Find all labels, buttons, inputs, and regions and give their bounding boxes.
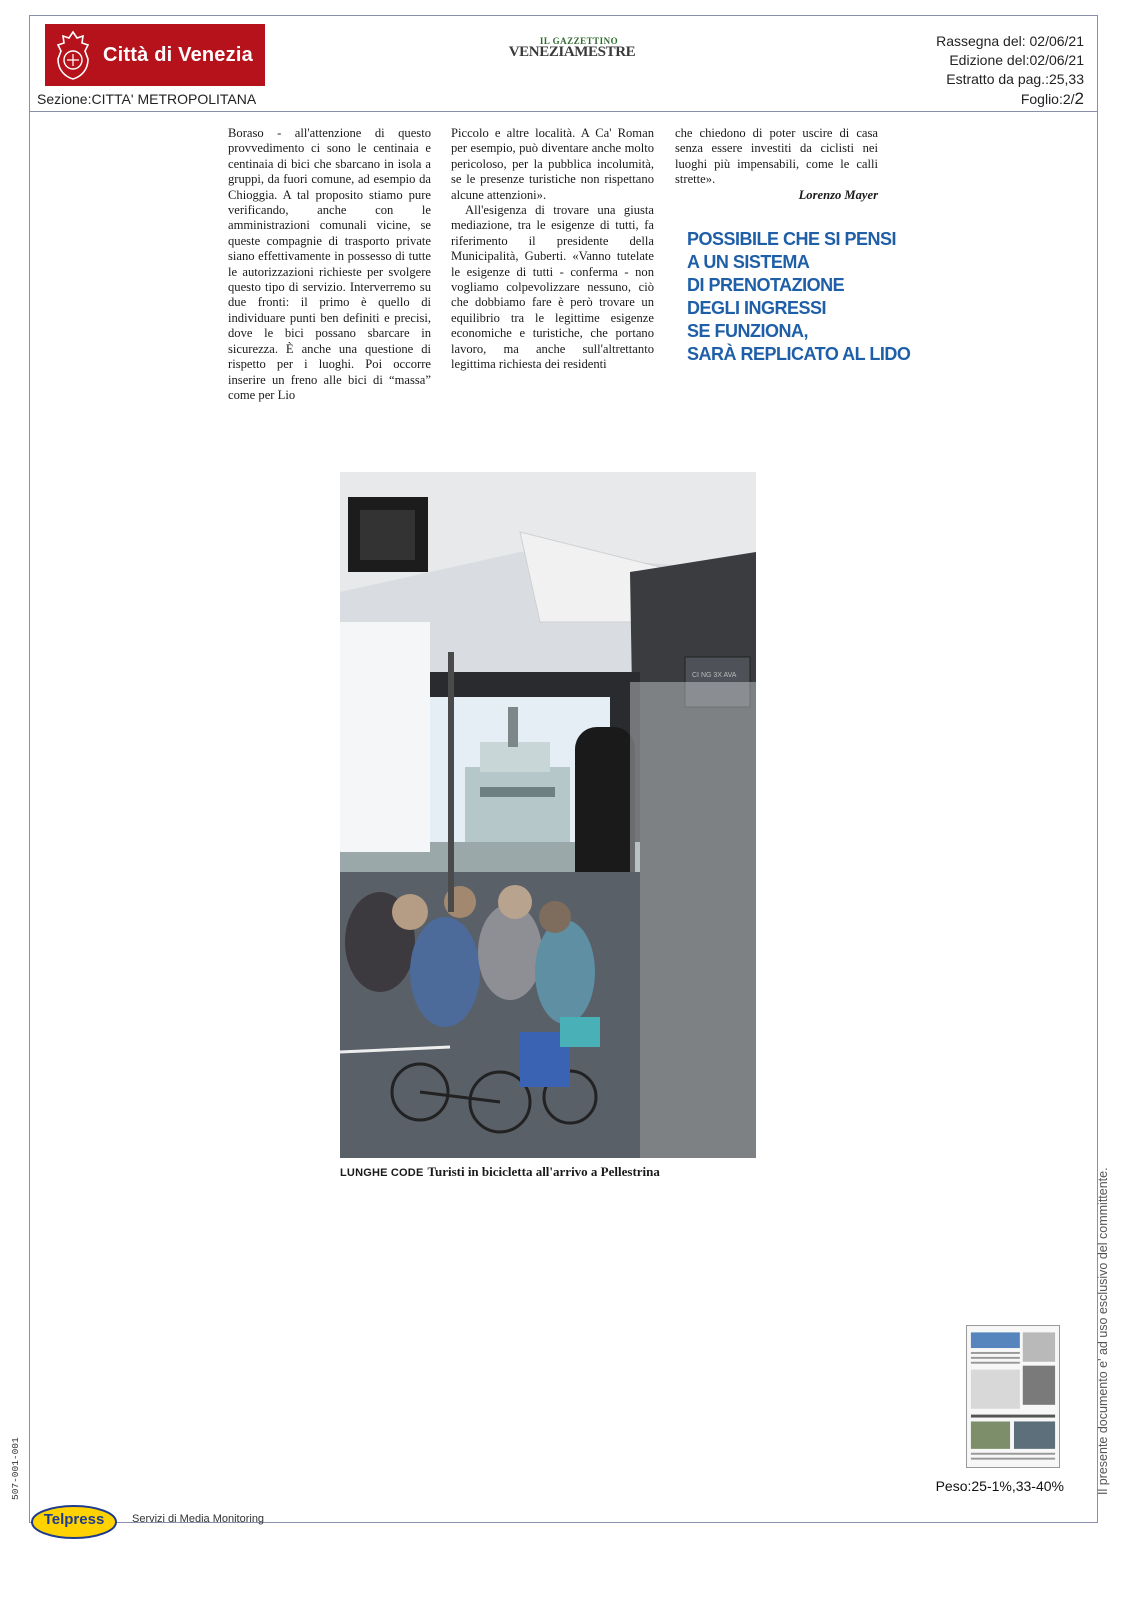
clipping-meta <box>936 32 1084 109</box>
logo-text: Città di Venezia <box>103 43 253 66</box>
col1-paragraph-1: Boraso - all'attenzione di questo provvedimento ci sono le centinaia e centinaia di bici che sbarcano in isola a gruppi, da fuori comune, ad esempio da Chioggia. A tal proposito stiamo pure verificando, anche con le amministrazioni comunali vicine, se queste compagnie di trasporto private siano effettivamente in possesso di tutte le autorizzazioni richieste per svolgere questo tipo di servizio. Interverremo su due fronti: il primo è quello di individuare punti ben definiti e precisi, dove le bici possano sbarcare in sicurezza. È anche una questione di rispetto per i luoghi. Poi occorre inserire un freno alle bici di “massa” come per Lio <box>228 126 431 402</box>
citta-di-venezia-logo <box>45 24 265 86</box>
disclaimer-text: Il presente documento e' ad uso esclusivo del committente. <box>1096 1167 1110 1495</box>
document-code <box>10 1420 24 1500</box>
article-column-1 <box>228 126 431 403</box>
masthead-top: IL GAZZETTINO <box>539 36 619 46</box>
col2-paragraph-2: All'esigenza di trovare una giusta mediazione, tra le esigenze di tutti, fa riferimento il presidente della Municipalità, Guberti. «Vanno tutelate le esigenze di tutti - conferma - non vogliamo colpevolizzare nessuno, ciò che dobbiamo fare è però trovare un equilibrio tra le legittime esigenze economiche e turistiche, che portano lavoro, ma anche sull'altrettanto legittima richiesta dei residenti <box>451 203 654 372</box>
pullquote-line: POSSIBILE CHE SI PENSI <box>687 229 897 249</box>
footer-services: Servizi di Media Monitoring <box>132 1513 265 1525</box>
panel-label: CI NG 3X AVA <box>692 672 737 679</box>
edizione-date: Edizione del:02/06/21 <box>949 52 1084 68</box>
article-column-2 <box>451 126 654 373</box>
telpress-logo <box>30 1500 118 1540</box>
document-code-text: 507-001-001 <box>10 1437 21 1500</box>
col2-paragraph-1: Piccolo e altre località. A Ca' Roman per esempio, può diventare anche molto pericoloso, per la pubblica incolumità, se le presenze turistiche non rispettano alcune attenzioni». <box>451 126 654 202</box>
estratto-pages: Estratto da pag.:25,33 <box>946 71 1084 87</box>
venice-seal-icon <box>53 29 93 81</box>
rassegna-date: Rassegna del: 02/06/21 <box>936 33 1084 49</box>
newspaper-masthead <box>507 36 637 61</box>
header-divider <box>29 111 1098 112</box>
photo-caption <box>340 1164 660 1180</box>
foglio-total: 2 <box>1074 89 1084 108</box>
foglio <box>936 89 1084 109</box>
pullquote-line: DEGLI INGRESSI <box>687 298 827 318</box>
peso-label: Peso:25-1%,33-40% <box>935 1478 1064 1494</box>
section-label: Sezione:CITTA' METROPOLITANA <box>37 91 257 107</box>
pullquote <box>687 228 911 366</box>
pullquote-line: SE FUNZIONA, <box>687 321 809 341</box>
article-column-3 <box>675 126 878 203</box>
masthead-bottom: VENEZIAMESTRE <box>508 44 636 60</box>
ferry-photo <box>340 472 756 1158</box>
pullquote-line: A UN SISTEMA <box>687 252 810 272</box>
disclaimer-vertical <box>1094 1145 1108 1495</box>
page-thumbnail <box>966 1325 1060 1468</box>
article-byline: Lorenzo Mayer <box>798 187 878 202</box>
foglio-prefix: Foglio:2/ <box>1020 91 1075 107</box>
col3-paragraph-1: che chiedono di poter uscire di casa senza essere investiti da ciclisti nei luoghi più impensabili, come le calli strette». <box>675 126 878 187</box>
pullquote-line: SARÀ REPLICATO AL LIDO <box>687 344 911 364</box>
caption-lead: LUNGHE CODE <box>340 1167 424 1179</box>
pullquote-line: DI PRENOTAZIONE <box>687 275 845 295</box>
telpress-brand: Telpress <box>43 1511 105 1528</box>
caption-text: Turisti in bicicletta all'arrivo a Pellestrina <box>427 1164 660 1179</box>
